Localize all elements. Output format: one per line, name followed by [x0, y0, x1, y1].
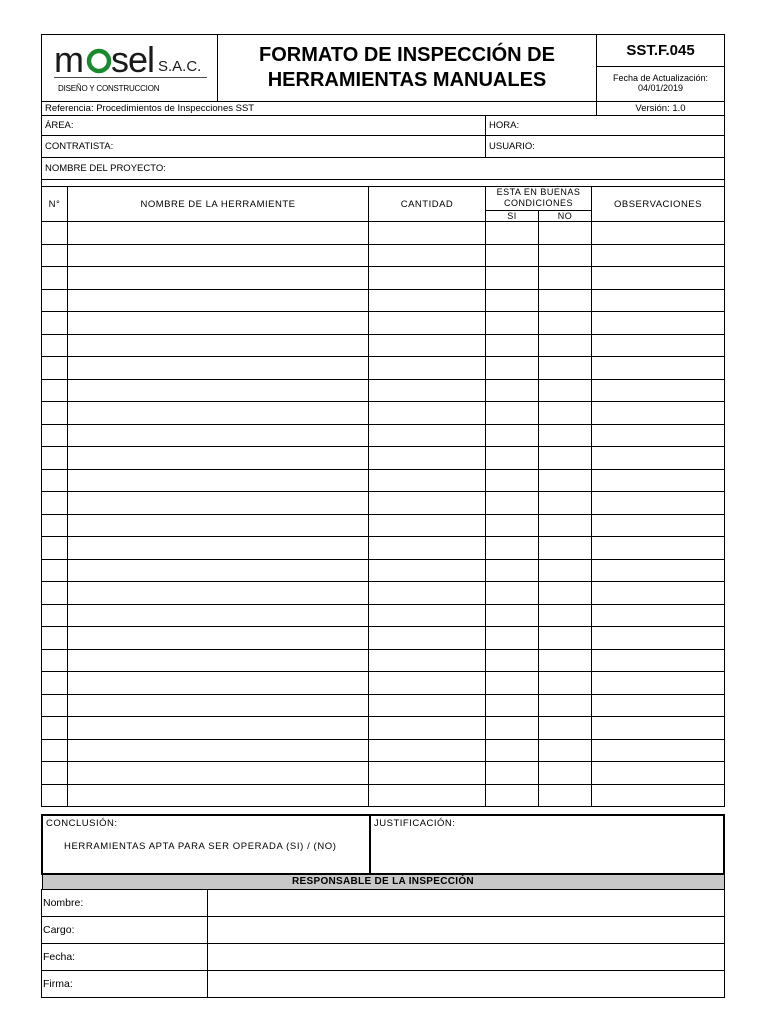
- cell-quantity[interactable]: [369, 672, 486, 695]
- cell-si[interactable]: [486, 289, 539, 312]
- cell-quantity[interactable]: [369, 694, 486, 717]
- cell-quantity[interactable]: [369, 604, 486, 627]
- conclusion-block: [41, 814, 725, 890]
- cell-observations[interactable]: [592, 267, 725, 290]
- cell-tool-name[interactable]: [68, 244, 369, 267]
- cell-si[interactable]: [486, 514, 539, 537]
- cell-tool-name[interactable]: [68, 604, 369, 627]
- cell-number[interactable]: [42, 222, 68, 245]
- col-header-si: SI: [486, 210, 539, 221]
- cell-tool-name[interactable]: [68, 469, 369, 492]
- cell-no[interactable]: [539, 514, 592, 537]
- cell-si[interactable]: [486, 627, 539, 650]
- cell-si[interactable]: [486, 784, 539, 807]
- cell-no[interactable]: [539, 604, 592, 627]
- nombre-label: Nombre:: [42, 890, 208, 917]
- cell-number[interactable]: [42, 312, 68, 335]
- cell-tool-name[interactable]: [68, 582, 369, 605]
- form-title: FORMATO DE INSPECCIÓN DE HERRAMIENTAS MANUALES: [218, 35, 597, 102]
- cell-quantity[interactable]: [369, 267, 486, 290]
- update-label: Fecha de Actualización:: [612, 73, 709, 83]
- cell-si[interactable]: [486, 672, 539, 695]
- cell-no[interactable]: [539, 537, 592, 560]
- cell-no[interactable]: [539, 267, 592, 290]
- cell-quantity[interactable]: [369, 424, 486, 447]
- table-row: [42, 627, 725, 650]
- cell-si[interactable]: [486, 559, 539, 582]
- cell-si[interactable]: [486, 469, 539, 492]
- contratista-field[interactable]: CONTRATISTA:: [42, 136, 486, 158]
- cell-si[interactable]: [486, 402, 539, 425]
- cell-si[interactable]: [486, 717, 539, 740]
- cell-quantity[interactable]: [369, 379, 486, 402]
- fecha-label: Fecha:: [42, 944, 208, 971]
- area-field[interactable]: ÁREA:: [42, 116, 486, 136]
- cell-tool-name[interactable]: [68, 514, 369, 537]
- form-code: SST.F.045: [597, 35, 724, 67]
- cell-observations[interactable]: [592, 694, 725, 717]
- cell-quantity[interactable]: [369, 289, 486, 312]
- cell-no[interactable]: [539, 627, 592, 650]
- cell-si[interactable]: [486, 604, 539, 627]
- cell-observations[interactable]: [592, 739, 725, 762]
- signature-block: [41, 889, 725, 998]
- update-date: 04/01/2019: [637, 83, 684, 93]
- cell-no[interactable]: [539, 469, 592, 492]
- proyecto-field[interactable]: NOMBRE DEL PROYECTO:: [42, 158, 725, 180]
- justification-cell[interactable]: [370, 815, 724, 874]
- cell-number[interactable]: [42, 582, 68, 605]
- form-code-block: [597, 35, 725, 102]
- cell-tool-name[interactable]: [68, 492, 369, 515]
- cell-tool-name[interactable]: [68, 717, 369, 740]
- col-header-number: N°: [42, 187, 68, 222]
- cargo-field[interactable]: [208, 917, 725, 944]
- usuario-field[interactable]: USUARIO:: [486, 136, 725, 158]
- cell-number[interactable]: [42, 604, 68, 627]
- table-row: [42, 267, 725, 290]
- cell-si[interactable]: [486, 762, 539, 785]
- cell-no[interactable]: [539, 672, 592, 695]
- table-row: [42, 402, 725, 425]
- cell-quantity[interactable]: [369, 402, 486, 425]
- form-header: [41, 34, 725, 116]
- svg-text:sel: sel: [111, 41, 155, 79]
- cell-number[interactable]: [42, 469, 68, 492]
- cell-number[interactable]: [42, 784, 68, 807]
- cell-tool-name[interactable]: [68, 447, 369, 470]
- cell-no[interactable]: [539, 447, 592, 470]
- cell-quantity[interactable]: [369, 537, 486, 560]
- cell-tool-name[interactable]: [68, 289, 369, 312]
- table-row: [42, 222, 725, 245]
- cell-number[interactable]: [42, 559, 68, 582]
- cell-no[interactable]: [539, 222, 592, 245]
- cell-tool-name[interactable]: [68, 559, 369, 582]
- cell-observations[interactable]: [592, 672, 725, 695]
- cell-tool-name[interactable]: [68, 357, 369, 380]
- cell-number[interactable]: [42, 447, 68, 470]
- responsible-title: RESPONSABLE DE LA INSPECCIÓN: [42, 874, 724, 890]
- cell-no[interactable]: [539, 334, 592, 357]
- cell-si[interactable]: [486, 379, 539, 402]
- table-row: [42, 582, 725, 605]
- cell-no[interactable]: [539, 424, 592, 447]
- cell-observations[interactable]: [592, 492, 725, 515]
- cell-tool-name[interactable]: [68, 694, 369, 717]
- cell-number[interactable]: [42, 289, 68, 312]
- table-row: [42, 649, 725, 672]
- cell-tool-name[interactable]: [68, 649, 369, 672]
- table-row: [42, 447, 725, 470]
- cell-quantity[interactable]: [369, 222, 486, 245]
- cell-no[interactable]: [539, 492, 592, 515]
- version-text: Versión: 1.0: [597, 102, 725, 116]
- cell-no[interactable]: [539, 717, 592, 740]
- table-row: [42, 514, 725, 537]
- cell-number[interactable]: [42, 739, 68, 762]
- cell-quantity[interactable]: [369, 649, 486, 672]
- cell-observations[interactable]: [592, 357, 725, 380]
- conclusion-text: HERRAMIENTAS APTA PARA SER OPERADA (SI) / (NO): [64, 841, 337, 852]
- table-row: [42, 312, 725, 335]
- cell-observations[interactable]: [592, 424, 725, 447]
- logo-subtitle: DISEÑO Y CONSTRUCCION: [58, 84, 160, 93]
- cell-no[interactable]: [539, 694, 592, 717]
- cell-si[interactable]: [486, 334, 539, 357]
- cell-si[interactable]: [486, 447, 539, 470]
- cell-si[interactable]: [486, 424, 539, 447]
- firma-label: Firma:: [42, 971, 208, 998]
- cell-observations[interactable]: [592, 402, 725, 425]
- cell-tool-name[interactable]: [68, 312, 369, 335]
- cell-observations[interactable]: [592, 717, 725, 740]
- svg-text:m: m: [54, 41, 83, 79]
- cell-number[interactable]: [42, 649, 68, 672]
- cell-no[interactable]: [539, 739, 592, 762]
- table-row: [42, 784, 725, 807]
- cell-si[interactable]: [486, 582, 539, 605]
- cell-quantity[interactable]: [369, 357, 486, 380]
- cell-observations[interactable]: [592, 379, 725, 402]
- cell-quantity[interactable]: [369, 469, 486, 492]
- table-row: [42, 357, 725, 380]
- cell-number[interactable]: [42, 762, 68, 785]
- cell-quantity[interactable]: [369, 492, 486, 515]
- cell-no[interactable]: [539, 762, 592, 785]
- table-row: [42, 559, 725, 582]
- cell-si[interactable]: [486, 312, 539, 335]
- cell-number[interactable]: [42, 357, 68, 380]
- table-row: [42, 424, 725, 447]
- firma-field[interactable]: [208, 971, 725, 998]
- cell-number[interactable]: [42, 627, 68, 650]
- cell-tool-name[interactable]: [68, 672, 369, 695]
- cell-quantity[interactable]: [369, 514, 486, 537]
- cell-observations[interactable]: [592, 312, 725, 335]
- cell-no[interactable]: [539, 402, 592, 425]
- justification-label: JUSTIFICACIÓN:: [374, 818, 456, 829]
- cell-si[interactable]: [486, 694, 539, 717]
- cell-no[interactable]: [539, 289, 592, 312]
- cell-tool-name[interactable]: [68, 762, 369, 785]
- table-row: [42, 762, 725, 785]
- cell-no[interactable]: [539, 649, 592, 672]
- cell-no[interactable]: [539, 312, 592, 335]
- cell-observations[interactable]: [592, 784, 725, 807]
- cell-tool-name[interactable]: [68, 334, 369, 357]
- cell-observations[interactable]: [592, 514, 725, 537]
- cargo-label: Cargo:: [42, 917, 208, 944]
- hora-field[interactable]: HORA:: [486, 116, 725, 136]
- table-row: [42, 334, 725, 357]
- cell-observations[interactable]: [592, 762, 725, 785]
- cell-si[interactable]: [486, 739, 539, 762]
- cell-number[interactable]: [42, 267, 68, 290]
- table-row: [42, 694, 725, 717]
- cell-si[interactable]: [486, 537, 539, 560]
- table-row: [42, 469, 725, 492]
- table-row: [42, 492, 725, 515]
- cell-si[interactable]: [486, 244, 539, 267]
- cell-tool-name[interactable]: [68, 627, 369, 650]
- reference-text: Referencia: Procedimientos de Inspecciones SST: [42, 102, 597, 116]
- cell-observations[interactable]: [592, 244, 725, 267]
- conclusion-cell[interactable]: [42, 815, 370, 874]
- tools-table-body: [42, 222, 725, 807]
- cell-observations[interactable]: [592, 582, 725, 605]
- cell-observations[interactable]: [592, 559, 725, 582]
- cell-no[interactable]: [539, 784, 592, 807]
- cell-number[interactable]: [42, 717, 68, 740]
- cell-quantity[interactable]: [369, 582, 486, 605]
- cell-tool-name[interactable]: [68, 402, 369, 425]
- cell-no[interactable]: [539, 357, 592, 380]
- mosel-logo-icon: [54, 41, 204, 79]
- company-logo: [42, 35, 218, 102]
- cell-quantity[interactable]: [369, 762, 486, 785]
- fecha-field[interactable]: [208, 944, 725, 971]
- cell-number[interactable]: [42, 379, 68, 402]
- cell-number[interactable]: [42, 694, 68, 717]
- cell-observations[interactable]: [592, 469, 725, 492]
- cell-quantity[interactable]: [369, 447, 486, 470]
- cell-observations[interactable]: [592, 649, 725, 672]
- cell-quantity[interactable]: [369, 334, 486, 357]
- cell-observations[interactable]: [592, 604, 725, 627]
- cell-observations[interactable]: [592, 447, 725, 470]
- cell-no[interactable]: [539, 244, 592, 267]
- cell-quantity[interactable]: [369, 717, 486, 740]
- cell-tool-name[interactable]: [68, 379, 369, 402]
- conclusion-label: CONCLUSIÓN:: [46, 818, 118, 829]
- cell-number[interactable]: [42, 424, 68, 447]
- cell-observations[interactable]: [592, 627, 725, 650]
- cell-si[interactable]: [486, 222, 539, 245]
- cell-tool-name[interactable]: [68, 739, 369, 762]
- cell-si[interactable]: [486, 357, 539, 380]
- svg-text:S.A.C.: S.A.C.: [158, 58, 202, 75]
- cell-tool-name[interactable]: [68, 784, 369, 807]
- cell-quantity[interactable]: [369, 627, 486, 650]
- logo-divider: [54, 77, 207, 78]
- table-row: [42, 717, 725, 740]
- cell-quantity[interactable]: [369, 739, 486, 762]
- tools-table: [41, 186, 725, 807]
- cell-number[interactable]: [42, 334, 68, 357]
- cell-quantity[interactable]: [369, 244, 486, 267]
- col-header-quantity: CANTIDAD: [369, 187, 486, 222]
- cell-observations[interactable]: [592, 537, 725, 560]
- table-row: [42, 739, 725, 762]
- cell-quantity[interactable]: [369, 312, 486, 335]
- cell-observations[interactable]: [592, 334, 725, 357]
- col-header-condition: ESTA EN BUENAS CONDICIONES: [486, 187, 592, 211]
- cell-observations[interactable]: [592, 222, 725, 245]
- cell-number[interactable]: [42, 402, 68, 425]
- cell-si[interactable]: [486, 649, 539, 672]
- cell-number[interactable]: [42, 514, 68, 537]
- table-row: [42, 379, 725, 402]
- cell-tool-name[interactable]: [68, 537, 369, 560]
- cell-number[interactable]: [42, 244, 68, 267]
- cell-no[interactable]: [539, 559, 592, 582]
- col-header-name: NOMBRE DE LA HERRAMIENTE: [68, 187, 369, 222]
- col-header-no: NO: [539, 210, 592, 221]
- cell-number[interactable]: [42, 537, 68, 560]
- cell-observations[interactable]: [592, 289, 725, 312]
- cell-no[interactable]: [539, 582, 592, 605]
- cell-quantity[interactable]: [369, 784, 486, 807]
- table-row: [42, 537, 725, 560]
- cell-si[interactable]: [486, 492, 539, 515]
- table-row: [42, 289, 725, 312]
- col-header-observations: OBSERVACIONES: [592, 187, 725, 222]
- cell-number[interactable]: [42, 492, 68, 515]
- nombre-field[interactable]: [208, 890, 725, 917]
- cell-tool-name[interactable]: [68, 222, 369, 245]
- cell-no[interactable]: [539, 379, 592, 402]
- cell-quantity[interactable]: [369, 559, 486, 582]
- table-row: [42, 672, 725, 695]
- inspection-form: [41, 34, 725, 998]
- cell-tool-name[interactable]: [68, 267, 369, 290]
- cell-si[interactable]: [486, 267, 539, 290]
- table-row: [42, 604, 725, 627]
- info-fields: [41, 115, 725, 180]
- table-row: [42, 244, 725, 267]
- cell-tool-name[interactable]: [68, 424, 369, 447]
- cell-number[interactable]: [42, 672, 68, 695]
